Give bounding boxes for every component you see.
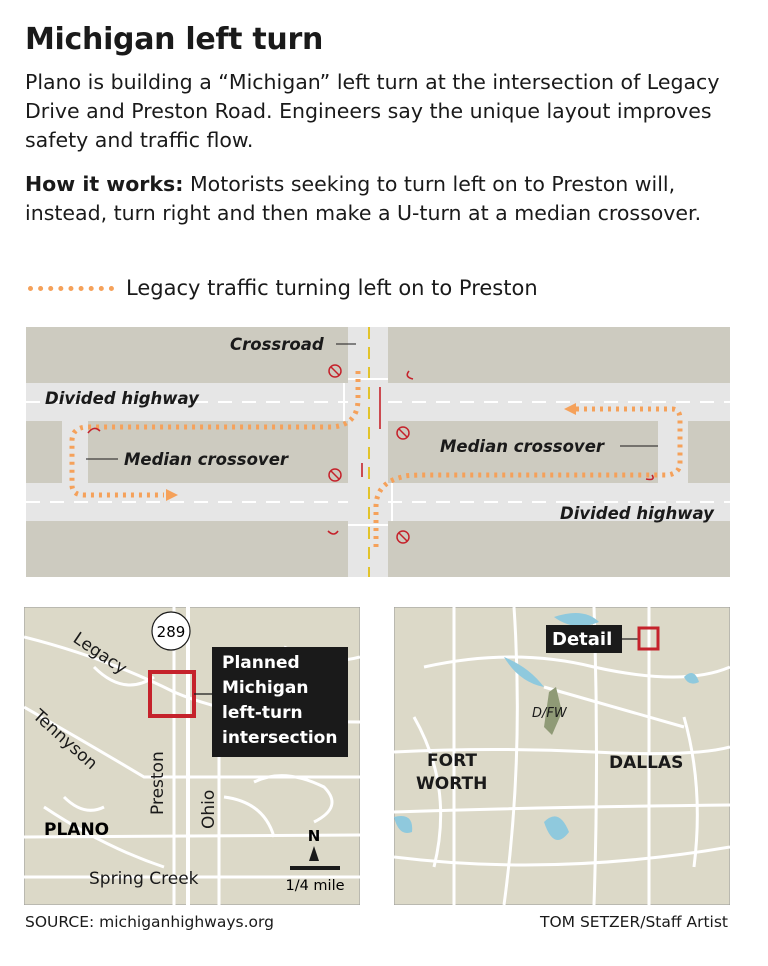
legend xyxy=(28,274,538,302)
callout-line-1: Planned xyxy=(222,653,300,673)
how-it-works-paragraph xyxy=(25,170,745,228)
label-median-crossover-left: Median crossover xyxy=(124,450,289,469)
how-it-works-label: How it works: xyxy=(25,172,184,196)
legend-label: Legacy traffic turning left on to Preston xyxy=(126,276,538,300)
label-dallas: DALLAS xyxy=(609,753,684,773)
how-it-works-text: Motorists seeking to turn left on to Preston will, instead, turn right and then make a U-turn at a median crossover. xyxy=(25,172,702,225)
street-label-legacy: Legacy xyxy=(69,628,131,679)
label-fort-worth-line2: WORTH xyxy=(416,774,488,794)
locator-map xyxy=(24,607,360,905)
street-label-ohio: Ohio xyxy=(199,789,219,829)
label-detail: Detail xyxy=(552,629,613,650)
callout-line-3: left-turn xyxy=(222,703,303,723)
page-title: Michigan left turn xyxy=(25,22,323,57)
source-line: SOURCE: michiganhighways.org xyxy=(25,913,274,931)
north-label: N xyxy=(307,827,321,845)
street-label-tennyson: Tennyson xyxy=(28,705,102,774)
label-divided-highway-top: Divided highway xyxy=(45,389,199,408)
callout-line-4: intersection xyxy=(222,728,338,748)
scale-label: 1/4 mile xyxy=(285,878,345,894)
label-crossroad: Crossroad xyxy=(230,335,324,354)
intersection-diagram xyxy=(26,327,730,577)
regional-map xyxy=(394,607,730,905)
callout-line-2: Michigan xyxy=(222,678,309,698)
label-median-crossover-right: Median crossover xyxy=(440,437,605,456)
street-label-spring-creek: Spring Creek xyxy=(89,869,199,889)
legend-dotted-line-swatch xyxy=(28,286,114,291)
label-dfw: D/FW xyxy=(532,706,567,721)
label-fort-worth-line1: FORT xyxy=(427,751,477,771)
route-number: 289 xyxy=(156,623,186,641)
city-label-plano: PLANO xyxy=(44,820,110,840)
street-label-preston: Preston xyxy=(148,751,168,815)
scale-bar xyxy=(290,866,340,870)
label-divided-highway-bottom: Divided highway xyxy=(560,504,714,523)
credit-line: TOM SETZER/Staff Artist xyxy=(539,913,728,931)
intro-paragraph: Plano is building a “Michigan” left turn at the intersection of Legacy Drive and Preston Road. Engineers say the unique layout improves safety and traffic flow. xyxy=(25,70,720,152)
